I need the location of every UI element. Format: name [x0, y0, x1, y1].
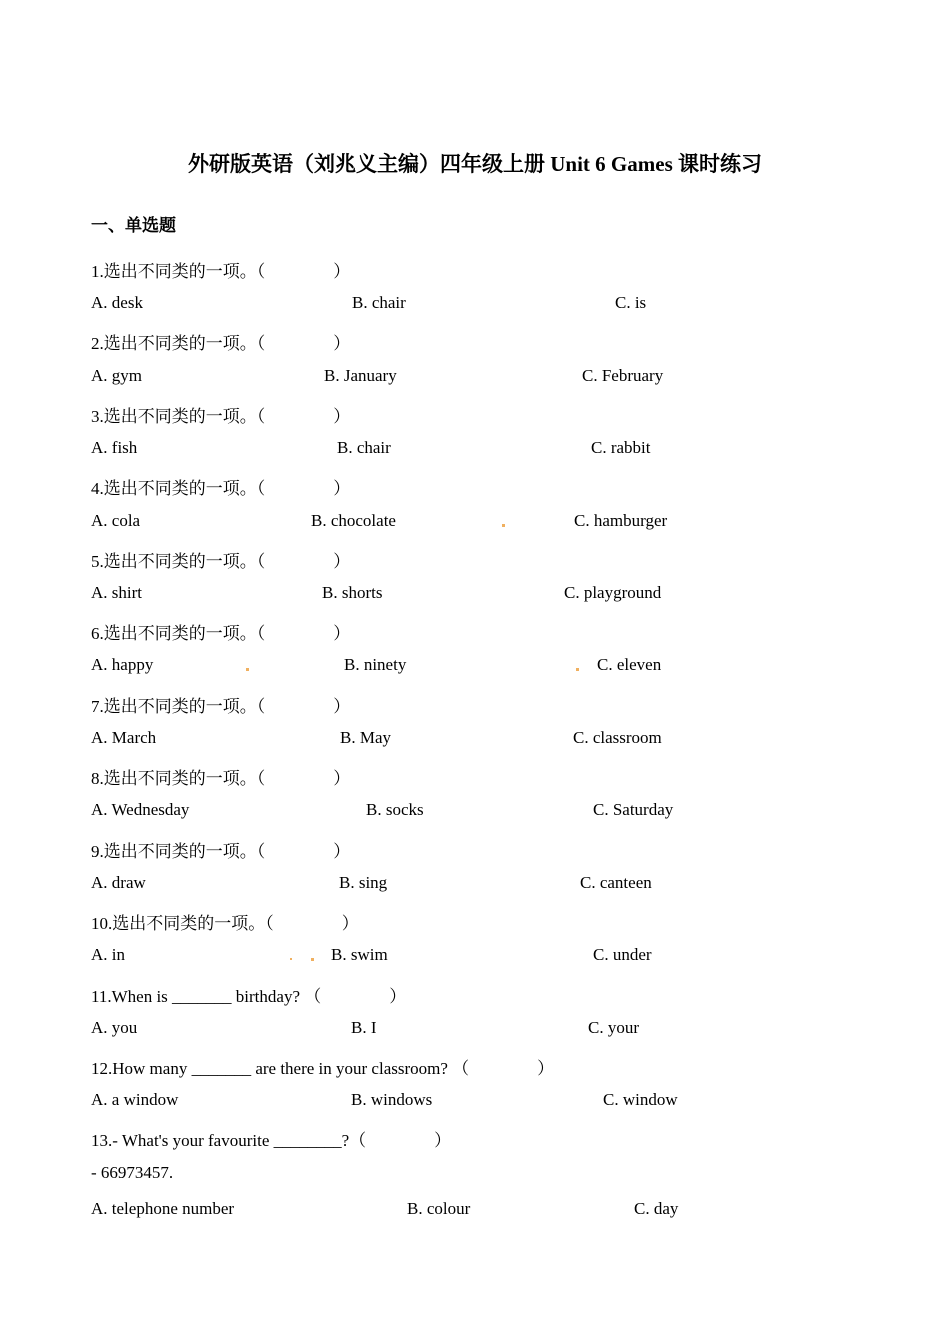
option-a: A. gym [91, 366, 142, 385]
option-c: C. Saturday [593, 800, 674, 819]
option-a: A. Wednesday [91, 800, 190, 819]
option-b: B. January [324, 366, 397, 385]
question-stem: 12.How many _______ are there in your classroom? （ ） [91, 1059, 555, 1078]
option-a: A. in [91, 945, 125, 964]
question-stem: 2.选出不同类的一项。（ ） [91, 334, 351, 353]
question-stem: 5.选出不同类的一项。（ ） [91, 552, 351, 571]
document-title: 外研版英语（刘兆义主编）四年级上册 Unit 6 Games 课时练习 [188, 152, 762, 176]
option-b: B. ninety [344, 655, 407, 674]
option-c: C. canteen [580, 873, 652, 892]
option-c: C. under [593, 945, 652, 964]
option-c: C. classroom [573, 728, 662, 747]
question-stem: 4.选出不同类的一项。（ ） [91, 479, 351, 498]
question-stem: 8.选出不同类的一项。（ ） [91, 769, 351, 788]
option-c: C. is [615, 293, 647, 312]
option-a: A. draw [91, 873, 146, 892]
section-heading: 一、单选题 [91, 216, 176, 235]
option-a: A. desk [91, 293, 143, 312]
option-b: B. chair [337, 438, 391, 457]
option-c: C. eleven [597, 655, 662, 674]
option-a: A. March [91, 728, 157, 747]
decorative-dot [290, 958, 292, 960]
question-stem: 9.选出不同类的一项。（ ） [91, 842, 351, 861]
option-c: C. playground [564, 583, 662, 602]
option-c: C. your [588, 1018, 639, 1037]
option-b: B. chocolate [311, 511, 396, 530]
option-b: B. colour [407, 1199, 471, 1218]
option-c: C. hamburger [574, 511, 668, 530]
option-a: A. you [91, 1018, 138, 1037]
option-a: A. telephone number [91, 1199, 235, 1218]
option-a: A. shirt [91, 583, 142, 602]
question-stem: 7.选出不同类的一项。（ ） [91, 697, 351, 716]
decorative-dot [502, 524, 505, 527]
question-stem: 1.选出不同类的一项。（ ） [91, 262, 351, 281]
option-c: C. rabbit [591, 438, 651, 457]
question-stem: 6.选出不同类的一项。（ ） [91, 624, 351, 643]
option-a: A. a window [91, 1090, 179, 1109]
option-b: B. socks [366, 800, 424, 819]
question-stem: 11.When is _______ birthday? （ ） [91, 987, 407, 1006]
question-stem: 3.选出不同类的一项。（ ） [91, 407, 351, 426]
decorative-dot [311, 958, 314, 961]
decorative-dot [576, 668, 579, 671]
option-b: B. May [340, 728, 391, 747]
option-a: A. cola [91, 511, 141, 530]
decorative-dot [246, 668, 249, 671]
option-b: B. chair [352, 293, 406, 312]
question-stem-answer: - 66973457. [91, 1163, 174, 1182]
option-b: B. windows [351, 1090, 433, 1109]
option-a: A. fish [91, 438, 138, 457]
option-c: C. window [603, 1090, 678, 1109]
option-b: B. swim [331, 945, 388, 964]
question-stem: 10.选出不同类的一项。（ ） [91, 914, 359, 933]
option-c: C. February [582, 366, 664, 385]
option-b: B. sing [339, 873, 388, 892]
option-b: B. I [351, 1018, 377, 1037]
option-a: A. happy [91, 655, 154, 674]
question-stem: 13.- What's your favourite ________?（ ） [91, 1131, 452, 1150]
option-b: B. shorts [322, 583, 383, 602]
option-c: C. day [634, 1199, 679, 1218]
